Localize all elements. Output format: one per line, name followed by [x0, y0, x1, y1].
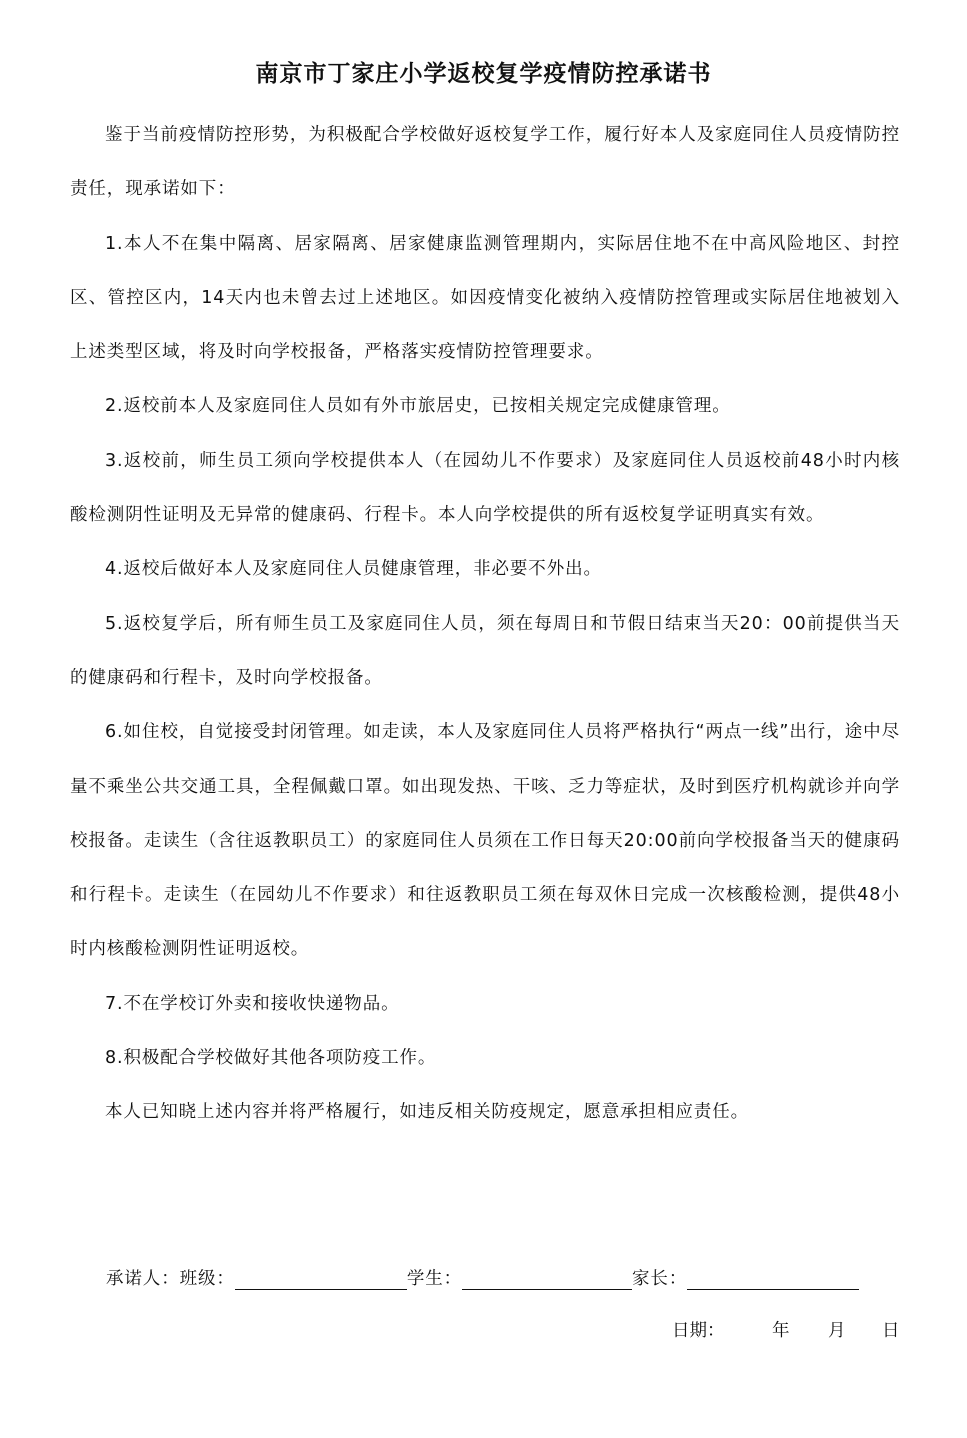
commitment-item-5: 5.返校复学后，所有师生员工及家庭同住人员，须在每周日和节假日结束当天20：00前提供当天的健康码和行程卡，及时向学校报备。 — [70, 613, 900, 688]
date-month-label: 月 — [828, 1321, 846, 1341]
commitment-item-3: 3.返校前，师生员工须向学校提供本人（在园幼儿不作要求）及家庭同住人员返校前48小时内核酸检测阴性证明及无异常的健康码、行程卡。本人向学校提供的所有返校复学证明真实有效。 — [70, 450, 900, 526]
student-label: 学生： — [406, 1269, 463, 1289]
commitment-item-2: 2.返校前本人及家庭同住人员如有外市旅居史，已按相关规定完成健康管理。 — [105, 396, 731, 417]
date-day-label: 日 — [882, 1321, 900, 1341]
date-row — [672, 1314, 902, 1348]
commitment-item-4: 4.返校后做好本人及家庭同住人员健康管理，非必要不外出。 — [105, 559, 602, 580]
signature-row — [106, 1262, 906, 1296]
date-year-label: 年 — [772, 1321, 790, 1341]
student-signature-line[interactable] — [462, 1265, 632, 1290]
date-label: 日期： — [672, 1321, 725, 1341]
parent-signature-line[interactable] — [687, 1265, 859, 1290]
promisor-class-label: 承诺人：班级： — [106, 1269, 235, 1289]
commitment-item-1: 1.本人不在集中隔离、居家隔离、居家健康监测管理期内，实际居住地不在中高风险地区、封控区、管控区内，14天内也未曾去过上述地区。如因疫情变化被纳入疫情防控管理或实际居住地被划入上述类型区域，将及时向学校报备，严格落实疫情防控管理要求。 — [70, 233, 900, 363]
document-title: 南京市丁家庄小学返校复学疫情防控承诺书 — [255, 61, 712, 87]
commitment-item-7: 7.不在学校订外卖和接收快递物品。 — [105, 993, 400, 1014]
commitment-item-8: 8.积极配合学校做好其他各项防疫工作。 — [105, 1048, 437, 1069]
parent-label: 家长： — [632, 1269, 688, 1289]
closing-statement: 本人已知晓上述内容并将严格履行，如违反相关防疫规定，愿意承担相应责任。 — [105, 1102, 749, 1123]
commitment-item-6: 6.如住校，自觉接受封闭管理。如走读，本人及家庭同住人员将严格执行“两点一线”出行，途中尽量不乘坐公共交通工具，全程佩戴口罩。如出现发热、干咳、乏力等症状，及时到医疗机构就诊并向学校报备。走读生（含往返教职员工）的家庭同住人员须在工作日每天20:00前向学校报备当天的健康码和行程卡。走读生（在园幼儿不作要求）和往返教职员工须在每双休日完成一次核酸检测，提供48小时内核酸检测阴性证明返校。 — [70, 722, 900, 960]
document-body — [70, 108, 900, 1140]
class-signature-line[interactable] — [235, 1265, 407, 1290]
intro-paragraph: 鉴于当前疫情防控形势，为积极配合学校做好返校复学工作，履行好本人及家庭同住人员疫情防控责任，现承诺如下： — [70, 125, 900, 200]
